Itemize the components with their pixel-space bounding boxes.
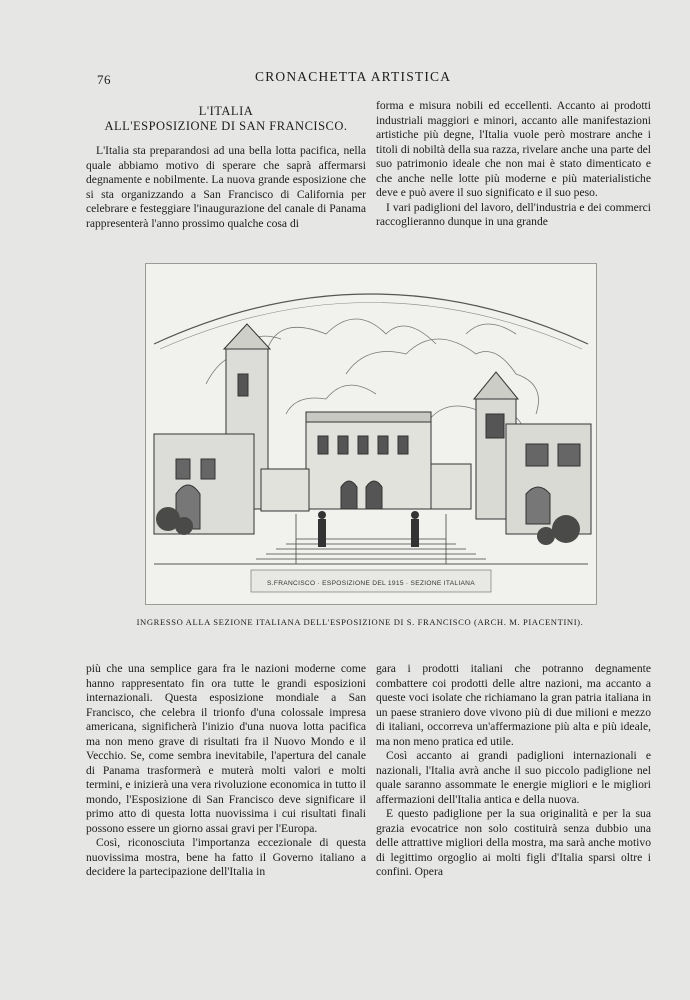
paragraph: gara i prodotti italiani che potranno degnamente combattere coi prodotti delle altre nazioni, ma accanto a queste voci isolate che richiamano la gran patria italiana in un paese straniero dove vivono più di due milioni e mezzo di italiani, occorreva un'affermazione più alta e più ideale, ma non meno pratica ed utile. xyxy=(376,662,651,748)
architectural-illustration xyxy=(145,263,597,605)
column-bottom-left xyxy=(86,662,366,880)
paragraph: Così, riconosciuta l'importanza eccezionale di questa nuovissima mostra, bene ha fatto il Governo italiano a decidere la partecipazione dell'Italia in xyxy=(86,836,366,878)
paragraph: I vari padiglioni del lavoro, dell'industria e dei commerci raccoglieranno dunque in una grande xyxy=(376,200,651,228)
paragraph: più che una semplice gara fra le nazioni moderne come hanno rappresentato fin ora tutte le grandi esposizioni internazionali. Questa esposizione mondiale a San Francisco, che celebra il trionfo d'una colossale impresa americana, significherà l'inizio d'una nuova lotta pacifica ma non meno grave di risultati fra il Nuovo Mondo e il Vecchio. Se, come sembra inevitabile, l'apertura del canale di Panama trasformerà e muterà molti valori e molti termini, e inizierà una vera rivoluzione economica in tutto il mondo, l'Esposizione di San Francisco deve significare il primo atto di questa lotta nuovissima i cui risultati finali possono essere un giorno assai gravi per l'Europa. xyxy=(86,662,366,835)
paragraph: Così accanto ai grandi padiglioni internazionali e nazionali, l'Italia avrà anche il suo piccolo padiglione nel quale saranno assommate le energie migliori e le migliori affermazioni dell'Italia antica e della nuova. xyxy=(376,749,651,806)
column-top-right xyxy=(376,99,651,230)
pavilion-drawing xyxy=(146,264,596,604)
article-title-line2: ALL'ESPOSIZIONE DI SAN FRANCISCO. xyxy=(104,119,348,133)
illustration-inscription: S.FRANCISCO · ESPOSIZIONE DEL 1915 · SEZIONE ITALIANA xyxy=(267,580,475,587)
paragraph: L'Italia sta preparandosi ad una bella lotta pacifica, nella quale abbiamo motivo di sperare che saprà affermarsi degnamente e nobilmente. La nuova grande esposizione che si sta organizzando a San Francisco di California per celebrare e festeggiare l'inaugurazione del canale di Panama rappresenterà l'anno prossimo qualche cosa di xyxy=(86,144,366,230)
paragraph: forma e misura nobili ed eccellenti. Accanto ai prodotti industriali maggiori e minori, accanto alle manifestazioni artistiche più degne, l'Italia vuole però mostrare anche i titoli di nobiltà della sua razza, rivelare anche una parte del suo patrimonio ideale che non mai è stato dimenticato e che anche nelle lotte più moderne e più materialistiche deve e può avere il suo significato e il suo peso. xyxy=(376,99,651,199)
paragraph: E questo padiglione per la sua originalità e per la sua grazia evocatrice non solo costituirà senza dubbio una delle attrattive migliori della mostra, ma sarà anche motivo di legittimo orgoglio ai molti figli d'Italia sparsi oltre i confini. Opera xyxy=(376,807,651,878)
page-number: 76 xyxy=(97,72,111,87)
column-top-left xyxy=(86,104,366,231)
running-title: CRONACHETTA ARTISTICA xyxy=(255,69,452,84)
column-bottom-right xyxy=(376,662,651,880)
article-title xyxy=(86,104,366,134)
figure-caption: INGRESSO ALLA SEZIONE ITALIANA DELL'ESPOSIZIONE DI S. FRANCISCO (ARCH. M. PIACENTINI). xyxy=(136,617,584,627)
article-title-line1: L'ITALIA xyxy=(198,104,254,118)
